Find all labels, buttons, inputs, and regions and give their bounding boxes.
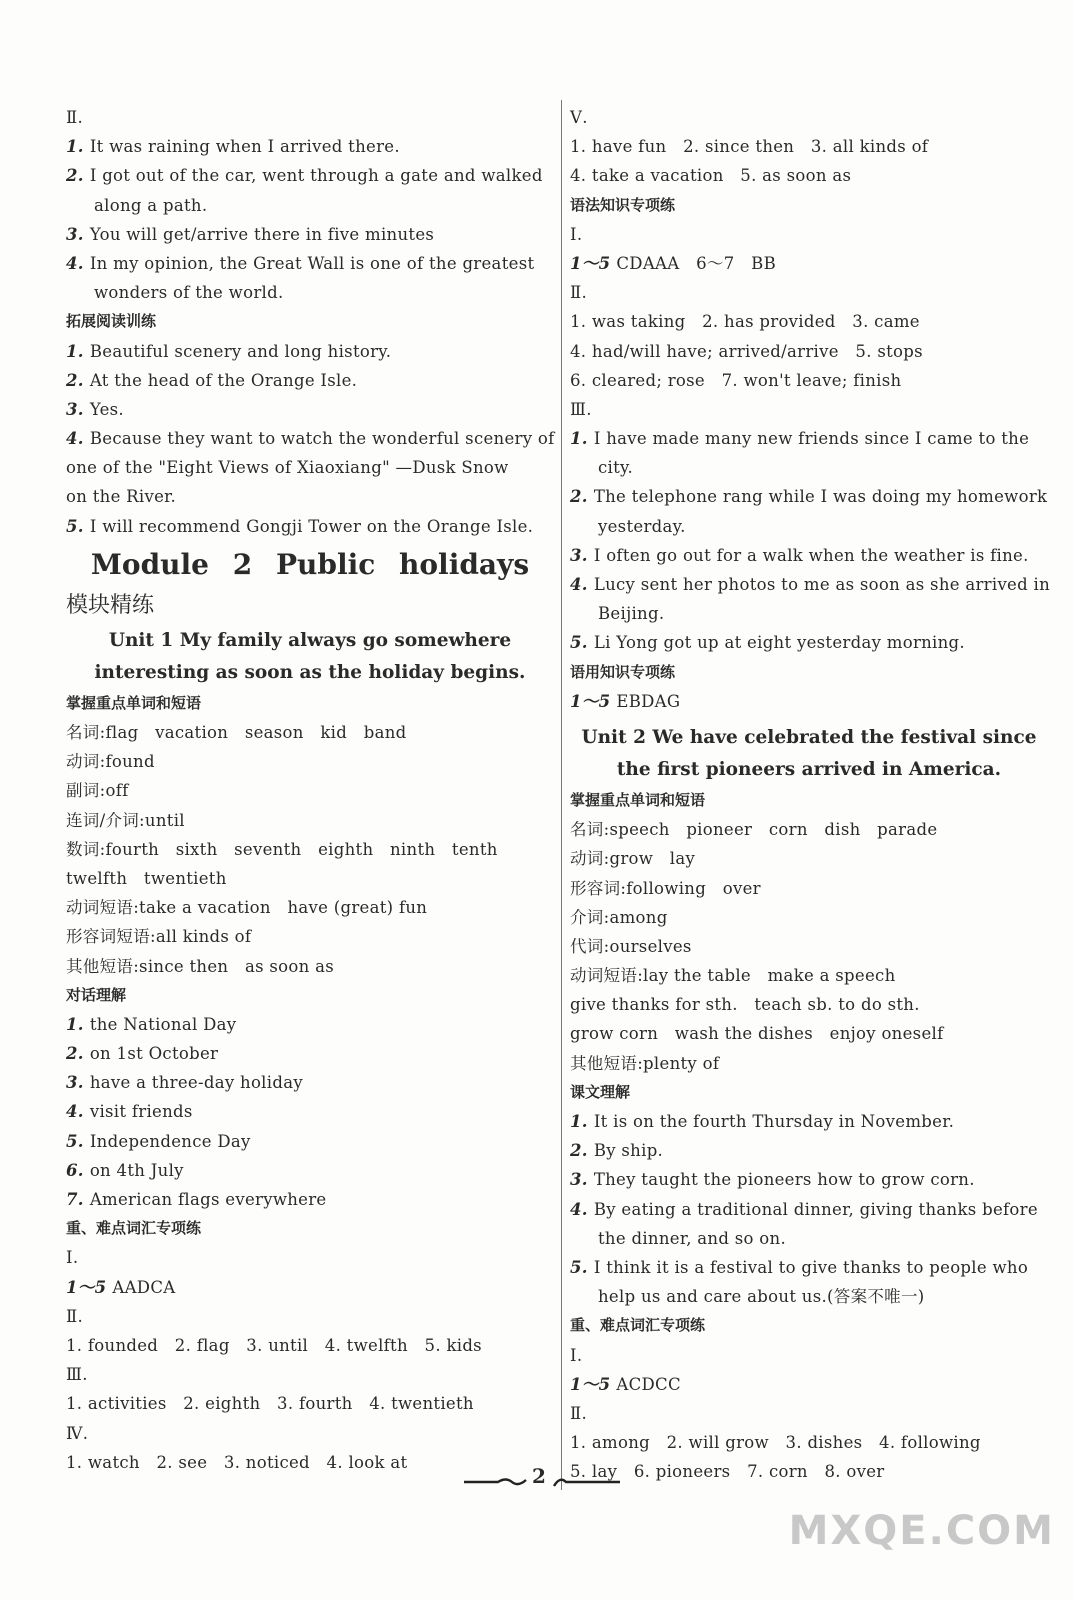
item-number: 4.	[66, 429, 84, 449]
item-number: 1.	[66, 341, 84, 361]
column-divider	[561, 100, 562, 1490]
item-text: At the head of the Orange Isle.	[89, 370, 358, 390]
module-title: Module 2 Public holidays	[90, 547, 530, 581]
answer-line-continued: the dinner, and so on.	[598, 1228, 787, 1248]
item-text: By eating a traditional dinner, giving thanks before	[593, 1199, 1038, 1219]
answer-line-continued: wonders of the world.	[94, 283, 284, 303]
answer-line-continued: one of the "Eight Views of Xiaoxiang" —Dusk Snow	[66, 458, 509, 478]
answer-line-continued: Beijing.	[598, 604, 665, 624]
item-number: 4.	[570, 575, 588, 594]
item-number: 1.	[66, 137, 84, 157]
answer-line	[66, 132, 554, 161]
answer-line-continued: yesterday.	[598, 516, 686, 536]
item-number: 2.	[66, 1044, 84, 1064]
answer-line: 动词:grow lay	[570, 849, 696, 869]
answer-line: Ⅰ.	[66, 1248, 79, 1268]
item-text: In my opinion, the Great Wall is one of the greatest	[89, 253, 535, 273]
section-heading: 拓展阅读训练	[66, 312, 157, 331]
answer-line: Ⅰ.	[570, 1345, 583, 1365]
answer-line	[570, 1253, 1048, 1282]
answer-line: 5. lay 6. pioneers 7. corn 8. over	[570, 1462, 885, 1482]
answer-line	[66, 161, 554, 190]
section-heading: 语法知识专项练	[570, 195, 676, 214]
answer-line	[570, 570, 1051, 599]
item-number: 1～5	[570, 691, 611, 711]
answer-line	[66, 1068, 554, 1097]
item-text: You will get/arrive there in five minutes	[89, 224, 435, 244]
answer-line: Ⅲ.	[570, 399, 592, 419]
answer-line	[66, 366, 554, 395]
unit-title: interesting as soon as the holiday begins.	[94, 661, 526, 683]
section-title: 模块精练	[66, 592, 155, 618]
answer-line: Ⅱ.	[570, 1403, 588, 1423]
answer-line	[66, 395, 554, 424]
answer-line: 1. activities 2. eighth 3. fourth 4. twentieth	[66, 1394, 474, 1414]
answer-line-continued: along a path.	[94, 195, 208, 215]
answer-line: 4. had/will have; arrived/arrive 5. stops	[570, 341, 923, 361]
answer-line	[570, 628, 1048, 657]
item-number: 5.	[570, 1257, 588, 1277]
answer-line	[66, 1273, 554, 1302]
answer-line	[66, 1185, 554, 1214]
answer-line: Ⅰ.	[570, 224, 583, 244]
item-number: 1～5	[570, 1374, 611, 1394]
answer-line	[66, 1039, 554, 1068]
unit-title: Unit 1 My family always go somewhere	[108, 629, 512, 651]
answer-line: 其他短语:plenty of	[570, 1053, 720, 1073]
item-text: ACDCC	[616, 1374, 681, 1394]
answer-line: Ⅱ.	[66, 1306, 84, 1326]
item-number: 1.	[66, 1014, 84, 1034]
answer-line: 名词:flag vacation season kid band	[66, 723, 407, 742]
answer-line: 介词:among	[570, 907, 668, 927]
page-number: 2	[532, 1464, 546, 1488]
answer-line	[66, 1127, 554, 1156]
answer-line: 1. founded 2. flag 3. until 4. twelfth 5. kids	[66, 1335, 482, 1355]
answer-line: 数词:fourth sixth seventh eighth ninth tenth	[66, 839, 498, 859]
item-number: 7.	[66, 1190, 84, 1209]
item-text: I think it is a festival to give thanks to people who	[593, 1257, 1029, 1277]
item-text: visit friends	[89, 1102, 193, 1122]
section-heading: 重、难点词汇专项练	[570, 1316, 706, 1335]
item-number: 4.	[66, 1102, 84, 1122]
footer-ornament-right	[552, 1474, 622, 1488]
answer-line: 其他短语:since then as soon as	[66, 956, 335, 976]
item-number: 1～5	[66, 1277, 107, 1297]
answer-line: 名词:speech pioneer corn dish parade	[570, 820, 938, 840]
answer-line	[66, 1097, 554, 1126]
section-heading: 对话理解	[66, 985, 127, 1004]
item-number: 2.	[66, 370, 84, 390]
item-text: EBDAG	[616, 691, 681, 711]
item-number: 3.	[66, 1073, 84, 1093]
answer-line: Ⅲ.	[66, 1365, 88, 1385]
item-number: 5.	[570, 633, 588, 653]
answer-line-continued: help us and care about us.(答案不唯一)	[598, 1287, 925, 1307]
item-number: 3.	[66, 224, 84, 244]
item-text: I have made many new friends since I came to the	[593, 429, 1030, 449]
item-number: 1～5	[570, 253, 611, 273]
item-number: 3.	[570, 1170, 588, 1190]
item-text: They taught the pioneers how to grow corn.	[593, 1170, 975, 1190]
answer-line	[570, 424, 1048, 453]
item-text: the National Day	[89, 1014, 237, 1034]
answer-line	[570, 249, 1048, 278]
left-column	[66, 103, 554, 1477]
section-heading: 课文理解	[570, 1082, 631, 1101]
item-number: 2.	[66, 166, 84, 186]
item-text: on 4th July	[89, 1160, 184, 1180]
answer-line-continued: on the River.	[66, 487, 177, 507]
item-text: Lucy sent her photos to me as soon as she arrived in	[593, 575, 1051, 594]
answer-line: 1. watch 2. see 3. noticed 4. look at	[66, 1452, 408, 1472]
answer-line: 连词/介词:until	[66, 810, 185, 830]
footer-ornament-left	[462, 1474, 528, 1488]
answer-line: 形容词短语:all kinds of	[66, 927, 252, 947]
answer-line: Ⅳ.	[66, 1423, 89, 1443]
answer-line	[66, 249, 554, 278]
section-heading: 语用知识专项练	[570, 662, 676, 681]
item-text: It was raining when I arrived there.	[89, 137, 400, 157]
item-number: 1.	[570, 1112, 588, 1131]
answer-line	[570, 1107, 1048, 1136]
answer-line: 6. cleared; rose 7. won't leave; finish	[570, 370, 902, 390]
answer-line	[570, 482, 1048, 511]
item-number: 5.	[66, 516, 84, 536]
answer-line: Ⅴ.	[570, 108, 588, 127]
answer-line: Ⅱ.	[66, 108, 84, 127]
item-text: The telephone rang while I was doing my homework	[593, 487, 1048, 507]
item-text: I got out of the car, went through a gate and walked	[89, 166, 543, 186]
answer-line: give thanks for sth. teach sb. to do sth.	[570, 995, 920, 1015]
answer-line: 代词:ourselves	[570, 936, 692, 956]
item-text: I will recommend Gongji Tower on the Orange Isle.	[89, 516, 534, 536]
answer-line	[66, 337, 554, 366]
answer-line-continued: city.	[598, 458, 634, 478]
answer-line: 动词:found	[66, 752, 155, 772]
item-text: By ship.	[593, 1141, 664, 1161]
item-text: have a three-day holiday	[89, 1073, 303, 1093]
answer-line: 形容词:following over	[570, 878, 761, 898]
item-number: 1.	[570, 429, 588, 449]
answer-line: grow corn wash the dishes enjoy oneself	[570, 1024, 944, 1044]
item-text: I often go out for a walk when the weather is fine.	[593, 545, 1029, 565]
answer-line	[570, 1195, 1048, 1224]
answer-line	[570, 541, 1048, 570]
unit-title: Unit 2 We have celebrated the festival since	[581, 726, 1037, 748]
section-heading: 掌握重点单词和短语	[66, 693, 202, 712]
item-text: American flags everywhere	[89, 1190, 327, 1209]
answer-line: 动词短语:take a vacation have (great) fun	[66, 898, 428, 918]
item-text: AADCA	[112, 1277, 176, 1297]
answer-line	[66, 512, 554, 541]
item-number: 6.	[66, 1160, 84, 1180]
item-number: 3.	[66, 399, 84, 419]
answer-line	[570, 1136, 1048, 1165]
answer-line: 动词短语:lay the table make a speech	[570, 966, 896, 986]
answer-line	[66, 1010, 554, 1039]
section-heading: 重、难点词汇专项练	[66, 1219, 202, 1238]
page-footer	[0, 1460, 1073, 1500]
answer-line: Ⅱ.	[570, 283, 588, 303]
answer-line	[570, 1165, 1048, 1194]
item-text: CDAAA 6～7 BB	[616, 253, 776, 273]
item-number: 3.	[570, 545, 588, 565]
item-number: 4.	[66, 253, 84, 273]
answer-line: 4. take a vacation 5. as soon as	[570, 166, 852, 186]
answer-line: 1. have fun 2. since then 3. all kinds of	[570, 137, 929, 157]
answer-line-continued: twelfth twentieth	[66, 868, 227, 888]
section-heading: 掌握重点单词和短语	[570, 790, 706, 809]
answer-line: 1. among 2. will grow 3. dishes 4. following	[570, 1433, 981, 1453]
answer-line	[66, 220, 554, 249]
item-number: 2.	[570, 487, 588, 507]
unit-title: the first pioneers arrived in America.	[616, 758, 1002, 780]
answer-line	[570, 1370, 1048, 1399]
item-text: Independence Day	[89, 1131, 251, 1151]
item-number: 2.	[570, 1141, 588, 1161]
item-text: Because they want to watch the wonderful scenery of	[89, 429, 555, 449]
item-text: It is on the fourth Thursday in November.	[593, 1112, 955, 1131]
answer-line	[66, 1156, 554, 1185]
item-number: 5.	[66, 1131, 84, 1151]
answer-line	[66, 424, 554, 453]
right-column	[570, 103, 1051, 1486]
answer-line: 1. was taking 2. has provided 3. came	[570, 312, 920, 332]
watermark: MXQE.COM	[788, 1508, 1055, 1554]
item-text: Beautiful scenery and long history.	[89, 341, 392, 361]
item-text: Li Yong got up at eight yesterday morning.	[593, 633, 965, 653]
answer-line: 副词:off	[66, 781, 129, 801]
item-text: Yes.	[89, 399, 124, 419]
answer-line	[570, 687, 1048, 716]
item-number: 4.	[570, 1199, 588, 1219]
item-text: on 1st October	[89, 1044, 219, 1064]
